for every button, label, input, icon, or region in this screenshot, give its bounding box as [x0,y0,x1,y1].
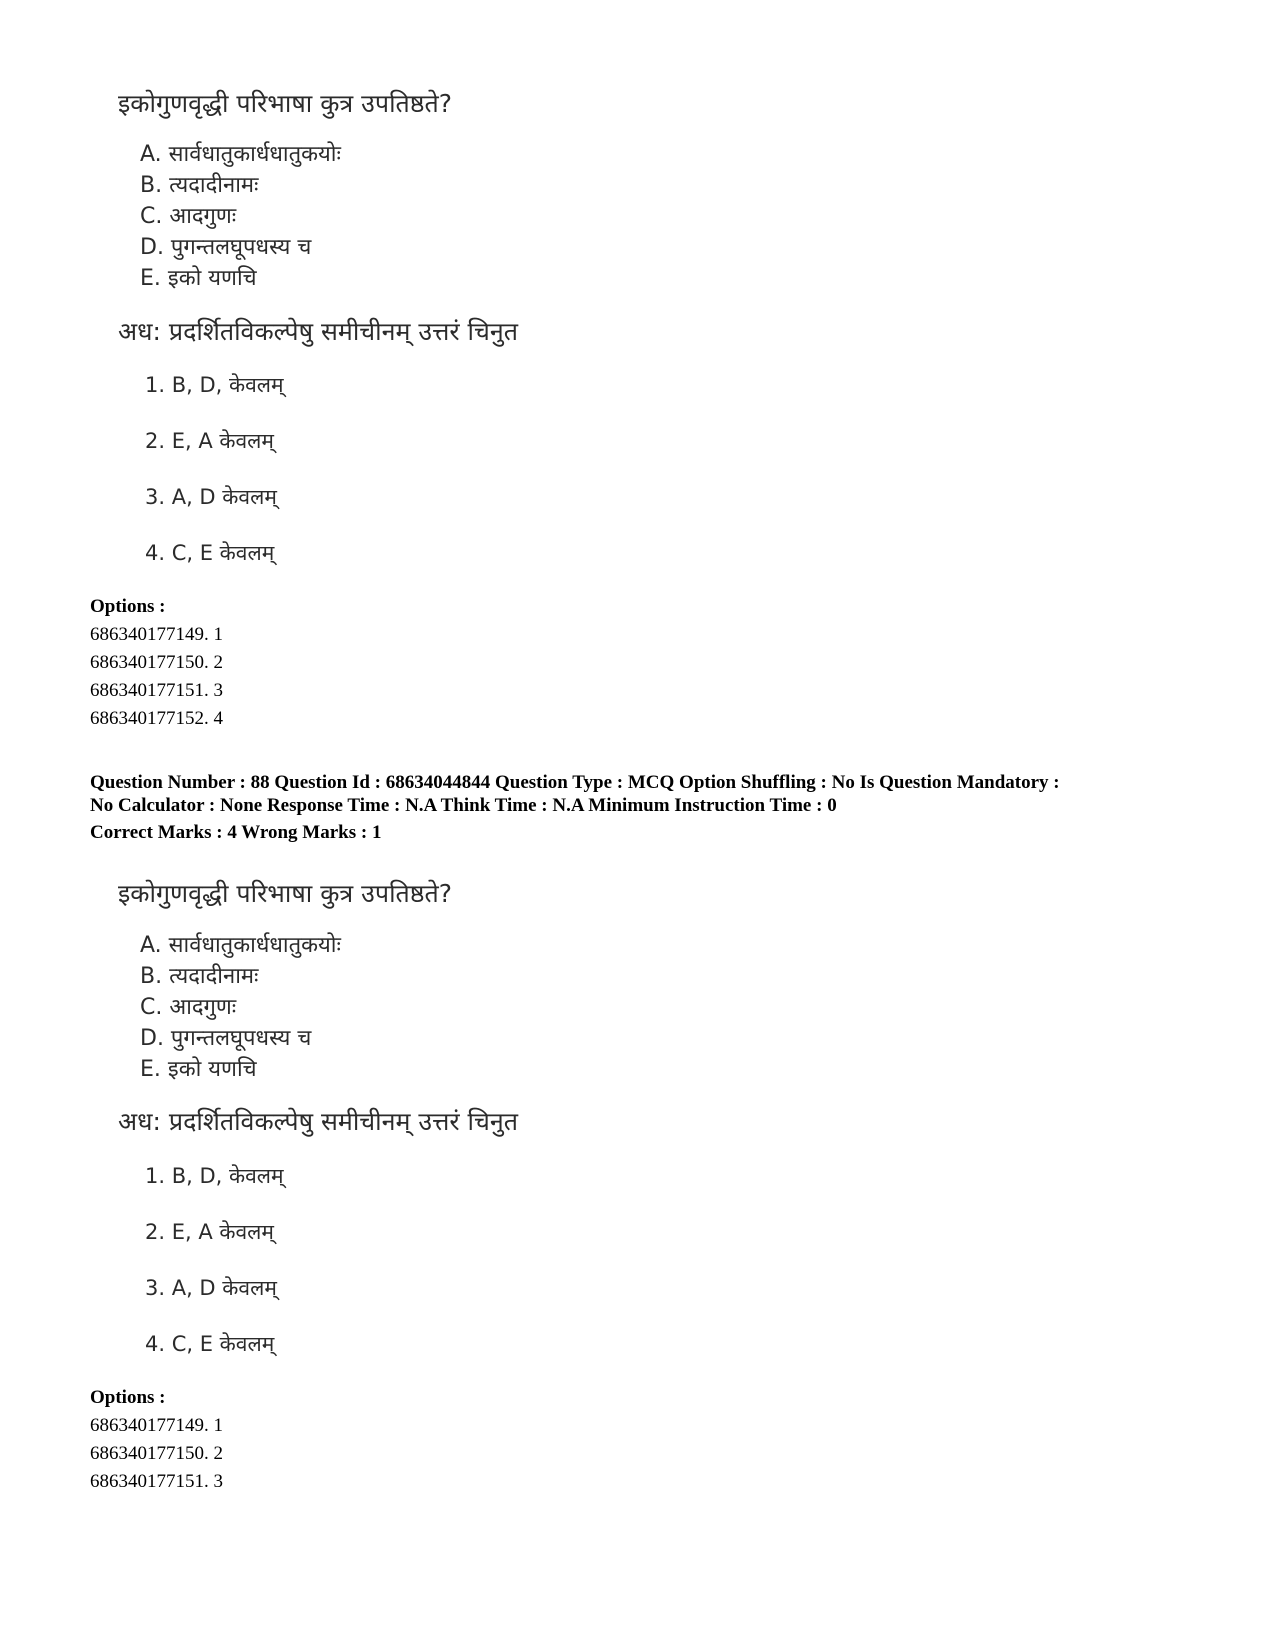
answer-choice-2: 2. E, A केवलम् [145,1220,274,1244]
answer-choice-4: 4. C, E केवलम् [145,1332,275,1356]
option-id-3: 686340177151. 3 [90,680,223,701]
answer-choice-3: 3. A, D केवलम् [145,485,277,509]
option-id-2: 686340177150. 2 [90,652,223,673]
statement-d: D. पुगन्तलघूपधस्य च [140,235,312,260]
meta-marks: Correct Marks : 4 Wrong Marks : 1 [90,822,382,843]
options-label: Options : [90,1387,166,1408]
statement-e: E. इको यणचि [140,266,257,291]
answer-choice-1: 1. B, D, केवलम् [145,1164,284,1188]
option-id-3: 686340177151. 3 [90,1471,223,1492]
option-id-2: 686340177150. 2 [90,1443,223,1464]
statement-e: E. इको यणचि [140,1057,257,1082]
answer-choice-1: 1. B, D, केवलम् [145,373,284,397]
option-id-1: 686340177149. 1 [90,1415,223,1436]
statement-d: D. पुगन्तलघूपधस्य च [140,1026,312,1051]
option-id-1: 686340177149. 1 [90,624,223,645]
statement-b: B. त्यदादीनामः [140,173,259,198]
options-label: Options : [90,596,166,617]
option-id-4: 686340177152. 4 [90,708,223,729]
instruction-text: अध: प्रदर्शितविकल्पेषु समीचीनम् उत्तरं चिनुत [118,317,519,346]
instruction-text: अध: प्रदर्शितविकल्पेषु समीचीनम् उत्तरं चिनुत [118,1107,519,1136]
question-text: इकोगुणवृद्धी परिभाषा कुत्र उपतिष्ठते? [118,89,453,118]
meta-line-2: No Calculator : None Response Time : N.A Think Time : N.A Minimum Instruction Time : 0 [90,795,837,816]
answer-choice-4: 4. C, E केवलम् [145,541,275,565]
statement-c: C. आदगुणः [140,995,237,1020]
statement-b: B. त्यदादीनामः [140,964,259,989]
answer-choice-3: 3. A, D केवलम् [145,1276,277,1300]
statement-c: C. आदगुणः [140,204,237,229]
meta-line-1: Question Number : 88 Question Id : 68634044844 Question Type : MCQ Option Shuffling : No Is Question Mandatory : [90,772,1060,793]
answer-choice-2: 2. E, A केवलम् [145,429,274,453]
question-text: इकोगुणवृद्धी परिभाषा कुत्र उपतिष्ठते? [118,879,453,908]
statement-a: A. सार्वधातुकार्धधातुकयोः [140,933,341,958]
statement-a: A. सार्वधातुकार्धधातुकयोः [140,142,341,167]
